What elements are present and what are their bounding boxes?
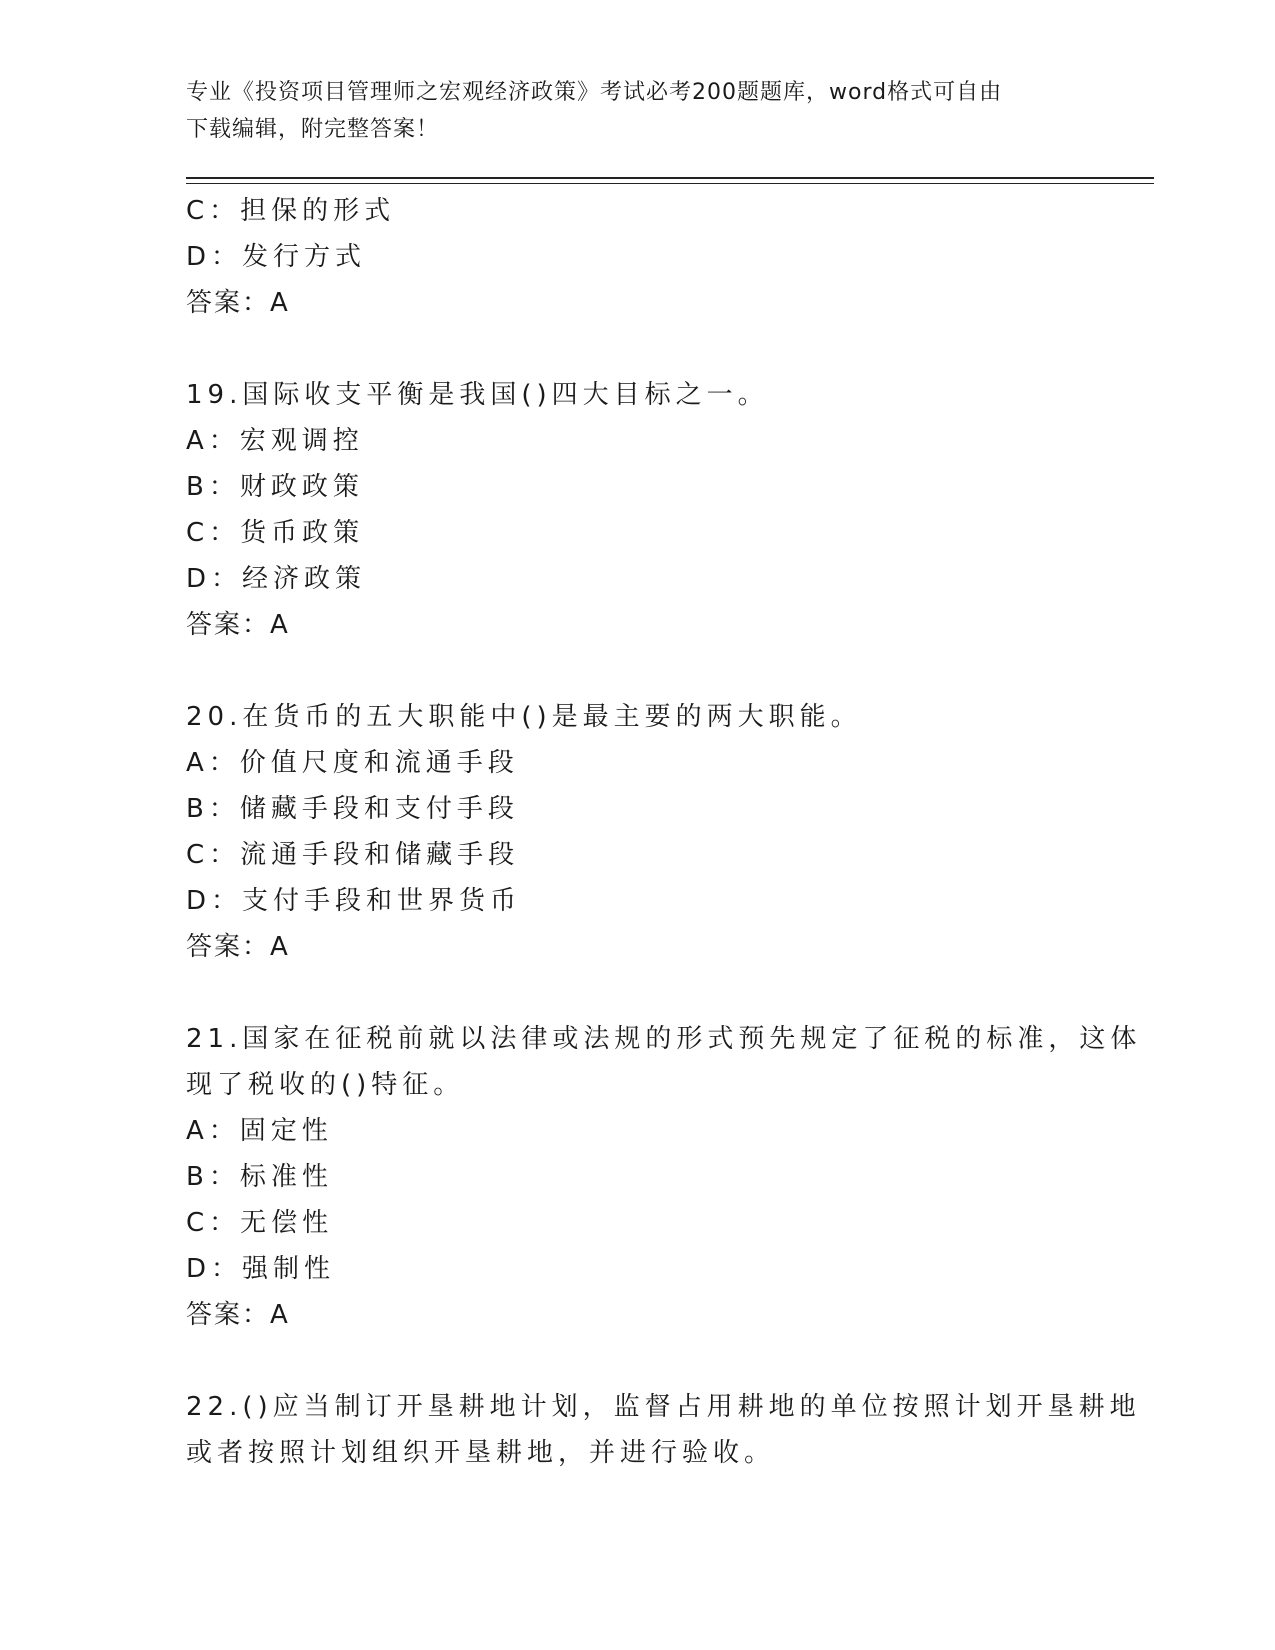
option-line: C：无偿性 xyxy=(186,1208,334,1238)
question-content xyxy=(186,188,1142,1476)
page-header xyxy=(186,74,1066,148)
header-line-1: 专业《投资项目管理师之宏观经济政策》考试必考200题题库，word格式可自由 xyxy=(186,80,1003,105)
option-line: B：储藏手段和支付手段 xyxy=(186,794,519,824)
answer-line: 答案：A xyxy=(186,1300,290,1330)
header-line-2: 下载编辑，附完整答案！ xyxy=(186,117,440,142)
option-line: A：固定性 xyxy=(186,1116,333,1146)
question-stem: 22.()应当制订开垦耕地计划，监督占用耕地的单位按照计划开垦耕地 xyxy=(186,1392,1141,1422)
answer-line: 答案：A xyxy=(186,610,290,640)
spacer xyxy=(186,1338,1086,1384)
option-line: B：标准性 xyxy=(186,1162,333,1192)
option-line: B：财政政策 xyxy=(186,472,364,502)
option-line: D：发行方式 xyxy=(186,242,367,272)
option-line: D：强制性 xyxy=(186,1254,336,1284)
question-stem-continued: 或者按照计划组织开垦耕地，并进行验收。 xyxy=(186,1438,776,1468)
question-stem-continued: 现了税收的()特征。 xyxy=(186,1070,465,1100)
spacer xyxy=(186,326,1086,372)
option-line: D：支付手段和世界货币 xyxy=(186,886,522,916)
option-line: C：货币政策 xyxy=(186,518,365,548)
question-stem: 19.国际收支平衡是我国()四大目标之一。 xyxy=(186,380,769,410)
question-stem: 20.在货币的五大职能中()是最主要的两大职能。 xyxy=(186,702,862,732)
option-line: A：宏观调控 xyxy=(186,426,364,456)
answer-line: 答案：A xyxy=(186,932,290,962)
header-rule xyxy=(186,177,1154,184)
spacer xyxy=(186,970,1086,1016)
question-stem: 21.国家在征税前就以法律或法规的形式预先规定了征税的标准，这体 xyxy=(186,1024,1142,1054)
spacer xyxy=(186,648,1086,694)
option-line: D：经济政策 xyxy=(186,564,367,594)
answer-line: 答案：A xyxy=(186,288,290,318)
option-line: A：价值尺度和流通手段 xyxy=(186,748,519,778)
option-line: C：流通手段和储藏手段 xyxy=(186,840,520,870)
option-line: C：担保的形式 xyxy=(186,196,396,226)
